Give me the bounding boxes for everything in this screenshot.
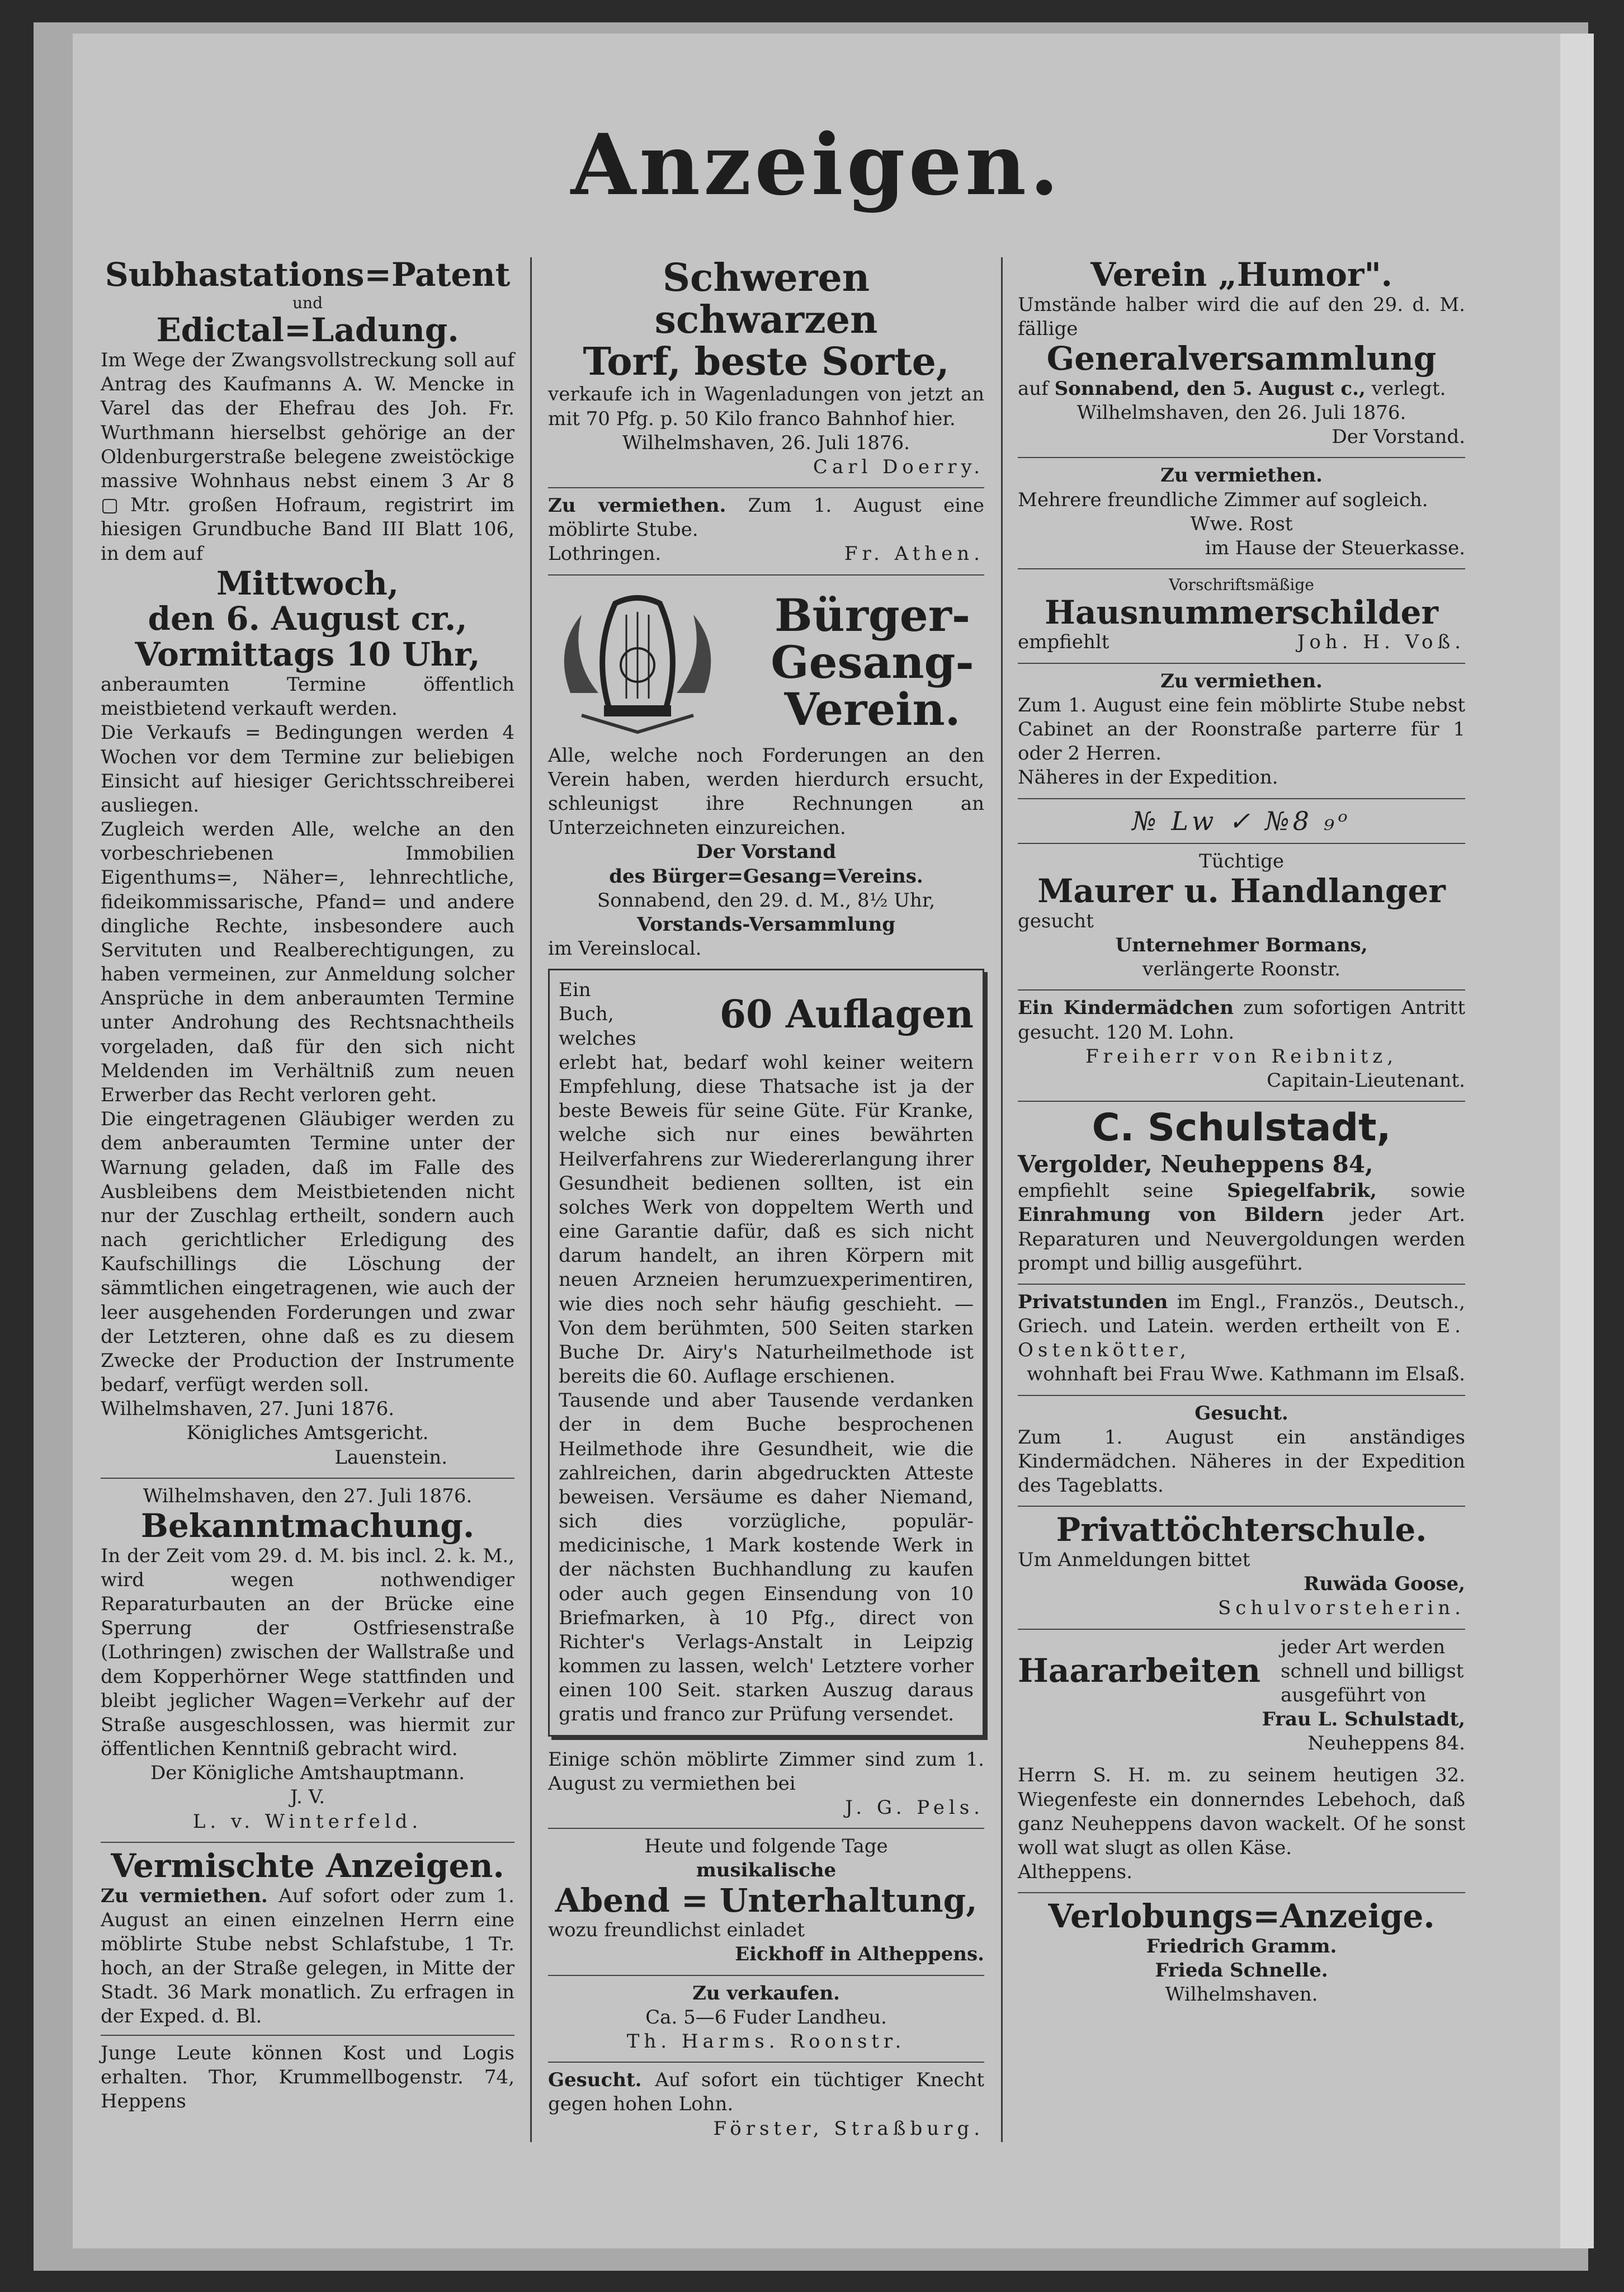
ad-body: verlegt. — [1371, 377, 1446, 400]
ad-buerger-gesang-verein — [548, 581, 984, 961]
ad-body: zum sofortigen Antritt gesucht. 120 M. Lohn. — [1018, 997, 1465, 1044]
column-1 — [101, 257, 514, 2121]
divider — [1018, 1395, 1465, 1396]
ad-name: Friedrich Gramm. — [1146, 1935, 1337, 1958]
ad-signature: Der Vorstand — [696, 841, 837, 864]
divider — [548, 487, 984, 488]
ad-signature: Frau L. Schulstadt, — [1262, 1708, 1465, 1731]
divider — [548, 2062, 984, 2063]
ad-body: Alle, welche noch Forderungen an den Verein haben, werden hierdurch ersucht, schleunigst ihre Rechnungen an Unterzeichneten einzureichen. — [548, 744, 984, 840]
divider — [1018, 843, 1465, 844]
ad-body: In der Zeit vom 29. d. M. bis incl. 2. k. M., wird wegen nothwendiger Reparaturbauten an der Brücke eine Sperrung der Ostfriesenstraße (Lothringen) zwischen der Wallstraße und dem Kopperhörner Wege stattfinden und bleibt jeglicher Wagen=Verkehr auf der Straße ausgeschlossen, was hiermit zur öffentlichen Kenntniß gebracht wird. — [101, 1544, 514, 1761]
ad-signature: Unternehmer Bormans, — [1115, 934, 1368, 957]
divider — [548, 1828, 984, 1829]
ad-date-line: Wilhelmshaven, 26. Juli 1876. — [622, 431, 910, 454]
ad-body: im Engl., Französ., Deutsch., Griech. und Latein. werden ertheilt von — [1018, 1290, 1465, 1338]
ad-line: Heute und folgende Tage — [644, 1835, 888, 1858]
ad-privatstunden — [1018, 1290, 1465, 1387]
ad-body: jeder Art werden schnell und billigst ausgeführt von — [1281, 1635, 1464, 1706]
ad-line: musikalische — [696, 1859, 837, 1882]
ad-meeting: im Vereinslocal. — [548, 937, 702, 960]
ad-signature: Wwe. Rost — [1190, 512, 1293, 535]
ad-signature: Fr. Athen. — [844, 543, 984, 565]
ad-date-line: Wilhelmshaven, den 26. Juli 1876. — [1077, 402, 1406, 425]
divider — [1018, 1284, 1465, 1285]
ad-signature: Neuheppens 84. — [1307, 1732, 1465, 1755]
ad-body: Tausende und aber Tausende verdanken der in dem Buche besprochenen Heilmethode ihre Gesundheit, wie die zahlreichen, darin abgedruckten Atteste beweisen. Versäume es daher Niemand, sich dies vorzügliche, populär-medicinische, 1 Mark kostende Werk in der nächsten Buchhandlung zu kaufen oder auch gegen Einsendung von 10 Briefmarken, à 10 Pfg., direct von Richter's Verlags-Anstalt in Leipzig kommen zu lassen, welch' Letztere vorher einen 100 Seit. starken Auszug daraus gratis und franco zur Prüfung versendet. — [559, 1389, 974, 1726]
ad-pre: Vorschriftsmäßige — [1169, 576, 1314, 595]
ad-body: empfiehlt — [1018, 631, 1110, 654]
ad-body: Einrahmung von Bildern — [1018, 1204, 1324, 1227]
ad-vermiethen — [548, 494, 984, 567]
ad-meeting: Vorstands-Versammlung — [636, 913, 896, 936]
divider — [548, 1975, 984, 1976]
ad-body: Im Wege der Zwangsvollstreckung soll auf Antrag des Kaufmanns A. W. Mencke in Varel das der Ehefrau des Joh. Fr. Wurthmann hierselbst gehörige an der Oldenburgerstraße belegene zweistöckige massive Wohnhaus nebst einem 3 Ar 8 ▢Mtr. großen Hofraum, registrirt im hiesigen Grundbuche Band III Blatt 106, in dem auf — [101, 349, 514, 565]
ad-verkaufen — [548, 1982, 984, 2054]
ad-title: Generalversammlung — [1046, 339, 1437, 378]
ad-body: Ca. 5—6 Fuder Landheu. — [645, 2006, 887, 2029]
column-3 — [1018, 257, 1465, 2015]
ad-head: Zu vermiethen. — [101, 1884, 268, 1907]
ad-pre: Tüchtige — [1199, 850, 1284, 873]
ad-title: 60 Auflagen — [719, 992, 974, 1037]
ad-head: Gesucht. — [548, 2069, 642, 2092]
ad-body: erlebt hat, bedarf wohl keiner weitern Empfehlung, diese Thatsache ist ja der beste Beweis für seine Güte. Für Kranke, welche sich nur eines bewährten Heilverfahrens zur Wiedererlangung ihrer Gesundheit bedienen sollten, ist ein solches Werk von doppeltem Werth und eine Garantie dafür, daß es sich nicht darum handelt, an ihren Körpern mit neuen Arzneien herumzuexperimentiren, wie dies noch sehr häufig geschieht. — Von dem berühmten, 500 Seiten starken Buche Dr. Airy's Naturheilmethode ist bereits die 60. Auflage erschienen. — [559, 1051, 974, 1388]
ad-signature: Th. Harms. Roonstr. — [626, 2030, 906, 2053]
ad-body: Zum 1. August eine fein möblirte Stube nebst Cabinet an der Roonstraße parterre für 1 oder 2 Herren. — [1018, 694, 1465, 765]
ad-signature: Capitain-Lieutenant. — [1267, 1069, 1465, 1092]
ad-date: den 6. August cr., — [148, 600, 468, 638]
ad-gesucht-kindermaedchen — [1018, 1402, 1465, 1498]
ad-body: Umstände halber wird die auf den 29. d. M. fällige — [1018, 293, 1465, 340]
ad-title: Schweren schwarzen — [654, 256, 878, 342]
ad-body: Junge Leute können Kost und Logis erhalten. Thor, Krummellbogenstr. 74, Heppens — [101, 2041, 514, 2112]
ad-body: Herrn S. H. m. zu seinem heutigen 32. Wiegenfeste ein donnerndes Lebehoch, daß ganz Neuheppens davon wackelt. Of he sonst woll wat slugt as ollen Käse. — [1018, 1764, 1465, 1859]
section-title: Vermischte Anzeigen. — [111, 1846, 504, 1885]
divider — [1018, 1892, 1465, 1893]
ad-footer: Näheres in der Expedition. — [1018, 766, 1278, 789]
ad-title: Edictal=Ladung. — [156, 311, 459, 350]
ad-date: Vormittags 10 Uhr, — [135, 635, 480, 674]
divider — [1018, 663, 1465, 664]
divider — [1018, 1101, 1465, 1102]
ad-rost — [1018, 464, 1465, 560]
divider — [1018, 457, 1465, 458]
column-divider — [1001, 257, 1003, 2142]
divider — [101, 1842, 514, 1843]
ad-body: anberaumten Termine öffentlich meistbietend verkauft werden. — [101, 673, 514, 720]
ad-head: Zu vermiethen. — [1160, 669, 1323, 692]
divider — [1018, 568, 1465, 569]
ad-body: Einige schön möblirte Zimmer sind zum 1. August zu vermiethen bei — [548, 1748, 984, 1795]
ad-line: wozu freundlichst einladet — [548, 1919, 805, 1942]
ad-title: Maurer u. Handlanger — [1037, 872, 1446, 911]
ad-body: Spiegelfabrik, — [1227, 1180, 1377, 1202]
ad-location: Wilhelmshaven. — [1165, 1983, 1318, 2006]
ad-head: Privatstunden — [1018, 1290, 1168, 1313]
ad-signature: verlängerte Roonstr. — [1142, 958, 1341, 981]
ad-signature: Freiherr von Reibnitz, — [1085, 1045, 1398, 1068]
ad-signature: im Hause der Steuerkasse. — [1205, 536, 1465, 559]
ad-body: verkaufe ich in Wagenladungen von jetzt an mit 70 Pfg. p. 50 Kilo franco Bahnhof hier. — [548, 383, 984, 430]
ad-body: Zum 1. August ein anständiges Kindermädchen. Näheres in der Expedition des Tageblatts. — [1018, 1426, 1465, 1497]
ad-schulstadt — [1018, 1107, 1465, 1276]
ad-body: Zum 1. August eine möblirte Stube. — [548, 494, 984, 541]
ad-location: Altheppens. — [1018, 1861, 1132, 1884]
ad-torf — [548, 257, 984, 479]
ad-signature: Lauenstein. — [334, 1446, 447, 1469]
ad-title: C. Schulstadt, — [1092, 1106, 1391, 1150]
page-title: Anzeigen. — [570, 116, 1063, 214]
ad-body: Die Verkaufs = Bedingungen werden 4 Wochen vor dem Termine zur beliebigen Einsicht auf hiesiger Gerichtsschreiberei ausliegen. — [101, 721, 514, 817]
ad-title: Privattöchterschule. — [1056, 1511, 1427, 1549]
ad-name: Frieda Schnelle. — [1155, 1959, 1328, 1982]
ad-verein-humor — [1018, 257, 1465, 449]
divider — [548, 574, 984, 576]
ad-date: Mittwoch, — [216, 564, 399, 602]
ad-date-line: Wilhelmshaven, 27. Juni 1876. — [101, 1398, 395, 1421]
ad-abend-unterhaltung — [548, 1834, 984, 1966]
ad-body: gesucht — [1018, 909, 1094, 932]
ad-maurer — [1018, 850, 1465, 982]
ad-body: Sonnabend, den 5. August c., — [1054, 377, 1366, 400]
ad-signature: Ruwäda Goose, — [1304, 1573, 1465, 1596]
ad-body: jeder Art. Reparaturen und Neuvergoldungen werden prompt und billig ausgeführt. — [1018, 1204, 1465, 1275]
ad-signature: J. V. — [290, 1786, 325, 1809]
column-2 — [548, 257, 984, 2149]
ad-signature: Der Königliche Amtshauptmann. — [150, 1762, 465, 1785]
ad-signature: Der Vorstand. — [1332, 426, 1465, 449]
ad-title: Abend = Unterhaltung, — [555, 1881, 978, 1920]
ad-title: Bürger-Gesang-Verein. — [771, 589, 974, 736]
ad-date-line: Wilhelmshaven, den 27. Juli 1876. — [143, 1484, 473, 1507]
ad-pels — [548, 1748, 984, 1821]
ad-head: Zu vermiethen. — [1160, 464, 1323, 487]
ad-title: Verein „Humor". — [1090, 256, 1392, 294]
ad-subtitle: und — [292, 293, 323, 312]
ad-location: Lothringen. — [548, 543, 662, 565]
ad-title: Hausnummerschilder — [1045, 593, 1438, 631]
ad-hausnummerschilder — [1018, 575, 1465, 655]
ad-signature: Förster, Straßburg. — [713, 2117, 984, 2140]
ad-head: Gesucht. — [1195, 1402, 1288, 1425]
ad-title: Bekanntmachung. — [140, 1506, 475, 1545]
ad-body: Zugleich werden Alle, welche an den vorbeschriebenen Immobilien Eigenthums=, Näher=, lehnrechtliche, fideikommissarische, Pfand= und andere dingliche Rechte, insbesondere auch Servituten und Realberechtigungen, zu haben vermeinen, zur Anmeldung solcher Ansprüche in dem anberaumten Termine unter Androhung des Rechtsnachtheils vorgeladen, daß für den sich nicht Meldenden im Verhältniß zum neuen Erwerber das Recht verloren geht. — [101, 818, 514, 1106]
ad-head: Ein Kindermädchen — [1018, 997, 1234, 1020]
lyre-icon — [548, 581, 727, 744]
ad-verlobung — [1018, 1899, 1465, 2007]
ad-body: Mehrere freundliche Zimmer auf sogleich. — [1018, 488, 1428, 511]
ad-body: empfiehlt seine — [1018, 1180, 1193, 1202]
ad-body: Auf sofort ein tüchtiger Knecht gegen hohen Lohn. — [548, 2069, 984, 2116]
column-divider — [530, 257, 532, 2142]
divider — [1018, 1629, 1465, 1630]
ad-body: Die eingetragenen Gläubiger werden zu dem anberaumten Termine unter der Warnung geladen, daß im Falle des Ausbleibens dem Meistbietenden nicht nur der Zuschlag ertheilt, sondern auch nach gerichtlicher Erledigung des Kaufschillings die Löschung der sämmtlichen eingetragenen, wie auch der leer ausgehenden Forderungen und zwar der Letzteren, ohne daß es zu diesem Zwecke der Production der Instrumente bedarf, verfügt werden soll. — [101, 1108, 514, 1397]
ad-body: auf — [1018, 377, 1049, 400]
ad-signature: Carl Doerry. — [813, 455, 984, 478]
ad-signature: Eickhoff in Altheppens. — [735, 1943, 984, 1966]
ad-signature: E. Ostenkötter, — [1018, 1315, 1465, 1362]
ad-gruss — [1018, 1763, 1465, 1884]
ad-signature: des Bürger=Gesang=Vereins. — [609, 865, 923, 888]
ad-60-auflagen — [548, 969, 984, 1736]
ad-title: Haararbeiten — [1018, 1652, 1261, 1690]
ad-bekanntmachung — [101, 1484, 514, 1834]
ad-subhastation — [101, 257, 514, 1470]
ad-title: Verlobungs=Anzeige. — [1048, 1897, 1435, 1936]
ad-signature: J. G. Pels. — [845, 1796, 984, 1819]
ad-title: Torf, beste Sorte, — [583, 339, 950, 384]
divider — [1018, 798, 1465, 799]
ad-gesucht-knecht — [548, 2068, 984, 2141]
ad-signature: Joh. H. Voß. — [1297, 631, 1465, 654]
page-edge — [1560, 34, 1594, 2248]
ad-kindermaedchen — [1018, 996, 1465, 1093]
divider — [1018, 1506, 1465, 1507]
ad-vermischte — [101, 1848, 514, 2114]
divider — [101, 2035, 514, 2036]
ad-haararbeiten — [1018, 1635, 1465, 1756]
newspaper-page — [73, 34, 1560, 2248]
ad-signature: L. v. Winterfeld. — [192, 1810, 423, 1833]
ad-address: wohnhaft bei Frau Wwe. Kathmann im Elsaß. — [1027, 1363, 1465, 1386]
ad-pre: Ein Buch, welches — [559, 979, 636, 1050]
handwritten-note: № Lw ✓ №8 ₉ᵒ — [1132, 805, 1351, 836]
ad-body: sowie — [1410, 1180, 1466, 1202]
ad-head: Zu vermiethen. — [548, 494, 726, 517]
ad-cabinet — [1018, 669, 1465, 790]
ad-body: Um Anmeldungen bittet — [1018, 1549, 1250, 1572]
ad-signature: Schulvorsteherin. — [1217, 1597, 1465, 1620]
ad-title: Subhastations=Patent — [105, 256, 511, 294]
divider — [1018, 989, 1465, 991]
ad-line: Vergolder, Neuheppens 84, — [1018, 1150, 1373, 1178]
divider — [101, 1478, 514, 1479]
ad-head: Zu verkaufen. — [692, 1982, 840, 2005]
ad-body: Auf sofort oder zum 1. August an einen einzelnen Herrn eine möblirte Stube nebst Schlafstube, 1 Tr. hoch, an der Straße gelegen, in Mitte der Stadt. 36 Mark monatlich. Zu erfragen in der Exped. d. Bl. — [101, 1884, 514, 2028]
ad-signature: Königliches Amtsgericht. — [186, 1422, 429, 1445]
ad-meeting: Sonnabend, den 29. d. M., 8½ Uhr, — [597, 889, 936, 912]
ad-toechterschule — [1018, 1512, 1465, 1620]
